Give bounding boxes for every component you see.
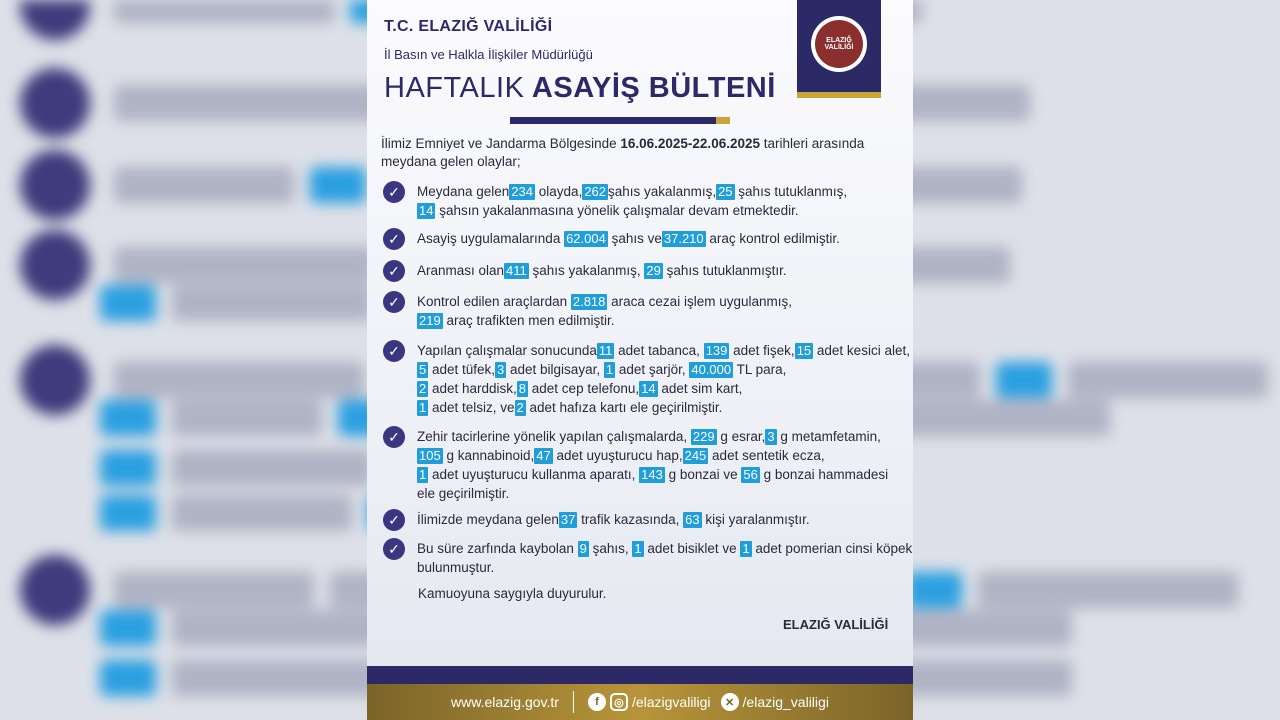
list-item: ✓ Kontrol edilen araçlardan 2.818 araca cezai işlem uygulanmış, 219 araç trafikten men edilmiştir. [383,292,913,330]
title-underline-accent [716,117,730,124]
check-icon: ✓ [383,291,405,313]
list-item: ✓ Bu süre zarfında kaybolan 9 şahıs, 1 adet bisiklet ve 1 adet pomerian cinsi köpek bulunmuştur. [383,539,913,577]
footer-band [367,666,913,684]
bulletin-poster [367,0,913,720]
list-item: ✓ Asayiş uygulamalarında 62.004 şahıs ve 37.210 araç kontrol edilmiştir. [383,229,913,250]
instagram-handle[interactable]: /elazigvaliligi [631,694,711,710]
check-icon: ✓ [383,509,405,531]
check-icon: ✓ [383,228,405,250]
check-icon: ✓ [383,538,405,560]
logo-badge [797,0,881,98]
footer-divider [573,691,574,713]
list-item: ✓ Zehir tacirlerine yönelik yapılan çalışmalarda, 229 g esrar, 3 g metamfetamin, 105 g kannabinoid, 47 adet uyuşturucu hap, 245 adet sentetik ecza, 1 adet uyuşturucu kullanma aparatı, 143 g bonzai ve 56 g bonzai hammadesi ele geçirilmiştir. [383,427,913,503]
footer [367,684,913,720]
department-name: İl Basın ve Halkla İlişkiler Müdürlüğü [384,47,593,62]
list-item: ✓ Yapılan çalışmalar sonucunda 11 adet tabanca, 139 adet fişek, 15 adet kesici alet, 5 adet tüfek, 3 adet bilgisayar, 1 adet şarjör, 40.000 TL para, 2 adet harddisk, 8 adet cep telefonu, 14 adet sim kart, 1 adet telsiz, ve 2 adet hafıza kartı ele geçirilmiştir. [383,341,913,417]
check-icon: ✓ [383,340,405,362]
list-item: ✓ İlimizde meydana gelen 37 trafik kazasında, 63 kişi yaralanmıştır. [383,510,913,531]
x-handle[interactable]: /elazig_valiligi [742,694,829,710]
bulletin-title: HAFTALIK ASAYİŞ BÜLTENİ [384,72,776,104]
check-icon: ✓ [383,260,405,282]
closing-text: Kamuoyuna saygıyla duyurulur. [418,586,607,601]
check-icon: ✓ [383,181,405,203]
institution-name: T.C. ELAZIĞ VALİLİĞİ [384,18,553,35]
list-item: ✓ Meydana gelen 234 olayda, 262 şahıs yakalanmış, 25 şahıs tutuklanmış, 14 şahsın yakalanmasına yönelik çalışmalar devam etmektedir. [383,182,913,220]
intro-text: İlimiz Emniyet ve Jandarma Bölgesinde 16.06.2025-22.06.2025 tarihleri arasında meydana gelen olaylar; [381,136,865,169]
website-link[interactable]: www.elazig.gov.tr [451,694,559,710]
title-underline [510,117,716,124]
governorship-logo: ELAZIĞ VALİLİĞİ [815,20,863,68]
check-icon: ✓ [383,426,405,448]
signature: ELAZIĞ VALİLİĞİ [783,617,889,632]
instagram-icon[interactable]: ◎ [610,693,628,711]
list-item: ✓ Aranması olan 411 şahıs yakalanmış, 29 şahıs tutuklanmıştır. [383,261,913,282]
facebook-icon[interactable]: f [588,693,606,711]
x-icon[interactable]: ✕ [721,693,739,711]
